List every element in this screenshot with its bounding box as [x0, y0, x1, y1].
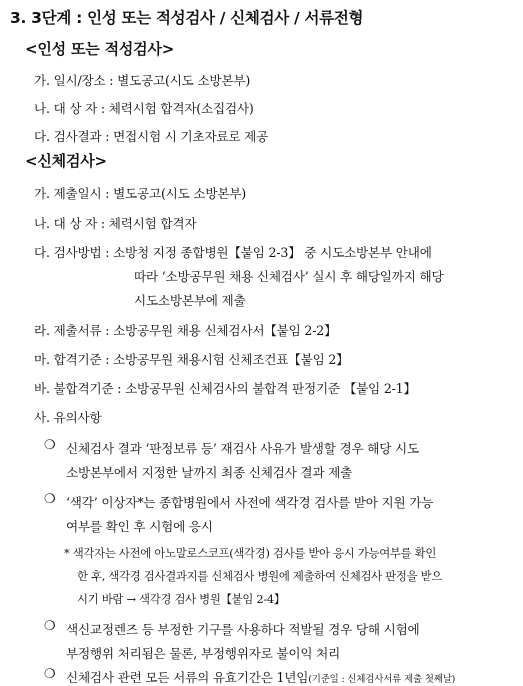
colorblind-footnote-line3: 시기 바람 → 색각경 검사 병원【붙임 2-4】	[77, 592, 285, 606]
item-label: 라. 제출서류 :	[34, 323, 110, 338]
item-label: 나. 대 상 자 :	[34, 216, 105, 231]
physical-item-pass-criteria	[34, 349, 349, 368]
note-bullet-2-line1: ‘색각’ 이상자*는 종합병원에서 사전에 색각경 검사를 받아 지원 가능	[66, 495, 434, 510]
item-text: 면접시험 시 기초자료로 제공	[113, 129, 269, 144]
note-bullet-3-line2: 부정행위 처리됨은 물론, 부정행위자로 불이익 처리	[66, 646, 341, 661]
note-bullet-1-line2: 소방본부에서 지정한 날까지 최종 신체검사 결과 제출	[66, 465, 353, 480]
note-bullet-2-line2: 여부를 확인 후 시험에 응시	[66, 519, 213, 534]
physical-item-fail-criteria	[34, 378, 416, 397]
item-text: 소방공무원 채용시험 신체조건표【붙임 2】	[113, 352, 349, 367]
bullet-circle-icon: ❍	[44, 492, 56, 507]
note-bullet-4-reference-date: (기준일 : 신체검사서류 제출 첫째날)	[308, 674, 456, 685]
item-label: 마. 합격기준 :	[34, 352, 110, 367]
item-text: 별도공고(시도 소방본부)	[113, 186, 246, 201]
colorblind-footnote-line1: * 색각자는 사전에 아노말로스코프(색각경) 검사를 받아 응시 가능여부를 확인	[64, 546, 437, 560]
physical-item-documents	[34, 320, 337, 339]
note-bullet-4-main: 신체검사 관련 모든 서류의 유효기간은 1년임	[66, 670, 309, 685]
colorblind-footnote-line2: 한 후, 색각경 검사결과지를 신체검사 병원에 제출하여 신체검사 판정을 받으	[77, 569, 443, 583]
page-title: 3. 3단계 : 인성 또는 적성검사 / 신체검사 / 서류전형	[10, 9, 364, 27]
note-bullet-4	[66, 667, 455, 686]
physical-item-notes: 사. 유의사항	[34, 410, 102, 425]
item-text: 체력시험 합격자	[108, 216, 197, 231]
bullet-circle-icon: ❍	[44, 438, 56, 453]
item-text: 소방공무원 채용 신체검사서【붙임 2-2】	[113, 323, 337, 338]
physical-item-method-line2: 따라 ‘소방공무원 채용 신체검사’ 실시 후 해당일까지 해당	[134, 269, 444, 284]
bullet-circle-icon: ❍	[44, 667, 56, 682]
item-text: 별도공고(시도 소방본부)	[117, 73, 251, 88]
item-text: 소방공무원 신체검사의 불합격 판정기준 【붙임 2-1】	[125, 381, 416, 396]
physical-item-method	[34, 242, 432, 261]
physical-item-submit-date	[34, 183, 246, 202]
section-heading-aptitude: <인성 또는 적성검사>	[25, 40, 175, 58]
physical-item-target	[34, 213, 196, 232]
note-bullet-1-line1: 신체검사 결과 ‘판정보류 등’ 재검사 사유가 발생할 경우 해당 시도	[66, 441, 419, 456]
item-text: 체력시험 합격자(소집검사)	[108, 101, 254, 116]
item-label: 다. 검사결과 :	[34, 129, 110, 144]
item-label: 바. 불합격기준 :	[34, 381, 122, 396]
item-text: 소방청 지정 종합병원【붙임 2-3】 중 시도소방본부 안내에	[113, 245, 432, 260]
item-label: 다. 검사방법 :	[34, 245, 110, 260]
bullet-circle-icon: ❍	[44, 619, 56, 634]
aptitude-item-datetime	[34, 70, 250, 89]
note-bullet-3-line1: 색신교정렌즈 등 부정한 기구를 사용하다 적발될 경우 당해 시험에	[66, 622, 420, 637]
item-label: 나. 대 상 자 :	[34, 101, 105, 116]
physical-item-method-line3: 시도소방본부에 제출	[134, 293, 246, 308]
item-label: 가. 일시/장소 :	[34, 73, 114, 88]
section-heading-physical: <신체검사>	[25, 152, 107, 170]
item-label: 가. 제출일시 :	[34, 186, 110, 201]
aptitude-item-target	[34, 98, 254, 117]
aptitude-item-result	[34, 126, 268, 145]
